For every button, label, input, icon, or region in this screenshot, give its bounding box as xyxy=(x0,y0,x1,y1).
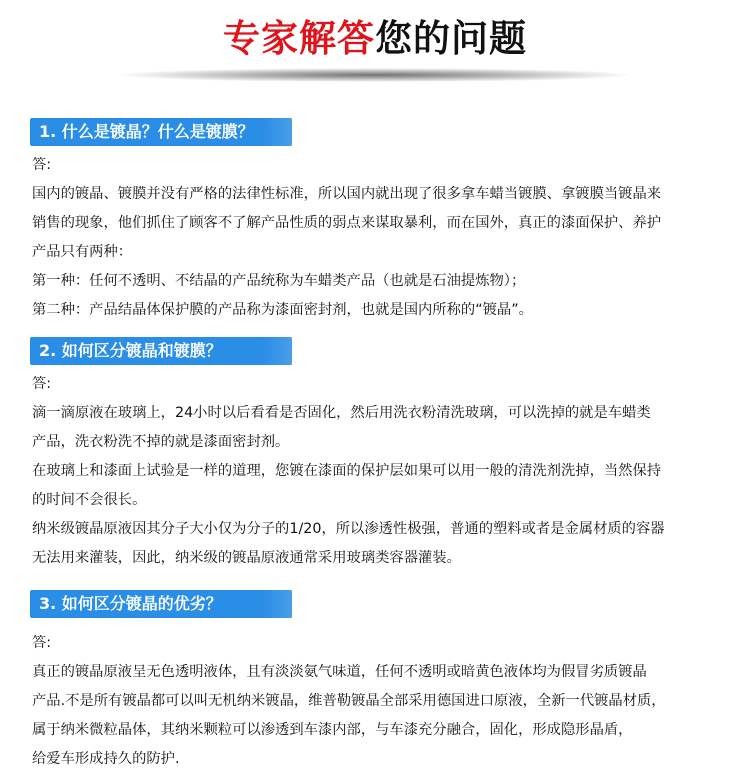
title-shadow-divider xyxy=(120,68,630,82)
section-3-line: 产品.不是所有镀晶都可以叫无机纳米镀晶，维普勒镀晶全部采用德国进口原液，全新一代镀晶材质， xyxy=(32,693,666,709)
section-1-line: 产品只有两种： xyxy=(32,244,133,260)
page-title-red: 专家解答 xyxy=(223,17,375,60)
section-1-line: 国内的镀晶、镀膜并没有严格的法律性标准，所以国内就出现了很多拿车蜡当镀膜、拿镀膜当镀晶来 xyxy=(32,186,662,202)
section-1-line: 第二种：产品结晶体保护膜的产品称为漆面密封剂，也就是国内所称的“镀晶”。 xyxy=(32,302,533,318)
section-3-body xyxy=(32,629,747,774)
section-1-line: 销售的现象，他们抓住了顾客不了解产品性质的弱点来谋取暴利，而在国外，真正的漆面保护、养护 xyxy=(32,215,662,231)
section-1-line: 答: xyxy=(32,157,52,173)
section-2-line: 在玻璃上和漆面上试验是一样的道理，您镀在漆面的保护层如果可以用一般的清洗剂洗掉，当然保持 xyxy=(32,463,662,479)
section-1-body xyxy=(32,151,747,325)
section-2-line: 无法用来灌装，因此，纳米级的镀晶原液通常采用玻璃类容器灌装。 xyxy=(32,550,461,566)
section-2-line: 纳米级镀晶原液因其分子大小仅为分子的1/20，所以渗透性极强，普通的塑料或者是金属材质的容器 xyxy=(32,521,665,537)
section-3-line: 属于纳米微粒晶体，其纳米颗粒可以渗透到车漆内部，与车漆充分融合，固化，形成隐形晶盾， xyxy=(32,722,633,738)
section-2-title: 2. 如何区分镀晶和镀膜？ xyxy=(30,337,292,365)
section-2-line: 的时间不会很长。 xyxy=(32,492,147,508)
page-title xyxy=(0,14,750,64)
section-1-title: 1. 什么是镀晶？什么是镀膜？ xyxy=(30,118,292,146)
section-2-body xyxy=(32,370,747,573)
section-3-line: 答: xyxy=(32,635,52,651)
section-2-line: 产品，洗衣粉洗不掉的就是漆面密封剂。 xyxy=(32,434,290,450)
section-3-title: 3. 如何区分镀晶的优劣？ xyxy=(30,590,292,618)
section-3-line: 给爱车形成持久的防护. xyxy=(32,751,180,767)
section-2-line: 滴一滴原液在玻璃上，24小时以后看看是否固化，然后用洗衣粉清洗玻璃，可以洗掉的就是车蜡类 xyxy=(32,405,651,421)
section-1-line: 第一种：任何不透明、不结晶的产品统称为车蜡类产品（也就是石油提炼物）； xyxy=(32,273,526,289)
page-title-black: 您的问题 xyxy=(375,17,527,60)
section-2-line: 答: xyxy=(32,376,52,392)
section-3-line: 真正的镀晶原液呈无色透明液体，且有淡淡氨气味道，任何不透明或暗黄色液体均为假冒劣质镀晶 xyxy=(32,664,647,680)
